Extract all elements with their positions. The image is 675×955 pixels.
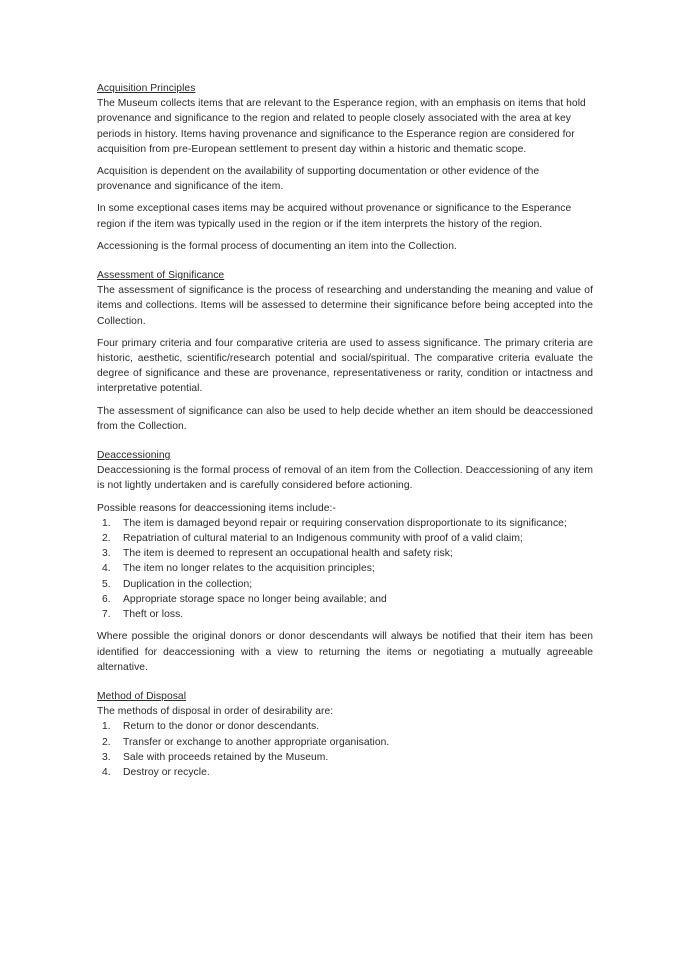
list-item [97,516,593,531]
disposal-section [97,689,593,780]
list-text: Theft or loss. [123,609,184,621]
deaccessioning-intro: Deaccessioning is the formal process of removal of an item from the Collection. Deaccessioning of any item is not lightly undertaken and is carefully considered before actioning. [97,465,593,492]
list-number: 6. [102,593,111,605]
acquisition-heading: Acquisition Principles [97,83,196,94]
acquisition-paragraph: Acquisition is dependent on the availability of supporting documentation or other evidence of the provenance and significance of the item. [97,166,540,193]
list-number: 4. [102,563,111,575]
list-item [97,546,593,561]
significance-paragraph: Four primary criteria and four comparative criteria are used to assess significance. The primary criteria are historic, aesthetic, scientific/research potential and social/spiritual. The comparative criteria evaluate the degree of significance and these are provenance, representativeness or rarity, condition or intactness and interpretative potential. [97,337,593,395]
deaccessioning-reasons-list [97,516,593,622]
disposal-heading: Method of Disposal [97,690,187,702]
list-text: Return to the donor or donor descendants. [123,721,320,733]
deaccessioning-heading: Deaccessioning [97,450,171,462]
disposal-methods-list [97,719,593,780]
significance-paragraph: The assessment of significance can also be used to help decide whether an item should be deaccessioned from the Collection. [97,405,593,432]
list-text: Repatriation of cultural material to an Indigenous community with proof of a valid claim; [123,533,523,545]
acquisition-paragraph: Accessioning is the formal process of documenting an item into the Collection. [97,240,457,252]
list-number: 2. [102,533,111,545]
list-number: 2. [102,736,111,748]
acquisition-paragraph: In some exceptional cases items may be acquired without provenance or significance to the Esperance region if the item was typically used in the region or if the item interprets the history of the region. [97,203,572,230]
list-number: 1. [102,517,111,529]
significance-section [97,268,593,434]
acquisition-paragraph: The Museum collects items that are relevant to the Esperance region, with an emphasis on items that hold provenance and significance to the region and related to people closely associated with the area at key periods in history. Items having provenance and significance to the Esperance region are considered for acquisition from pre-European settlement to present day within a historic and thematic scope. [97,98,586,155]
list-item [97,531,593,546]
list-number: 1. [102,721,111,733]
deaccessioning-section [97,448,593,675]
list-text: Transfer or exchange to another appropriate organisation. [123,736,390,748]
list-text: Appropriate storage space no longer being available; and [123,593,387,605]
list-item [97,592,593,607]
list-text: The item is damaged beyond repair or requiring conservation disproportionate to its significance; [123,517,567,529]
list-number: 7. [102,609,111,621]
disposal-intro: The methods of disposal in order of desirability are: [97,706,334,718]
document-page [97,81,593,787]
list-number: 4. [102,766,111,778]
acquisition-section [97,81,593,254]
list-number: 5. [102,578,111,590]
list-text: The item is deemed to represent an occupational health and safety risk; [123,548,453,560]
list-item [97,735,593,750]
list-item [97,577,593,592]
significance-heading: Assessment of Significance [97,270,225,282]
list-number: 3. [102,751,111,763]
list-text: The item no longer relates to the acquisition principles; [123,563,375,575]
list-item [97,607,593,622]
list-text: Destroy or recycle. [123,766,210,778]
list-item [97,750,593,765]
list-item [97,719,593,734]
deaccessioning-list-intro: Possible reasons for deaccessioning items include:- [97,502,336,514]
deaccessioning-closing: Where possible the original donors or donor descendants will always be notified that their item has been identified for deaccessioning with a view to returning the items or negotiating a mutually agreeable alternative. [97,631,593,673]
list-number: 3. [102,548,111,560]
significance-paragraph: The assessment of significance is the process of researching and understanding the meaning and value of items and collections. Items will be assessed to determine their significance before being accepted into the Collection. [97,285,593,327]
list-text: Sale with proceeds retained by the Museum. [123,751,329,763]
list-text: Duplication in the collection; [123,578,253,590]
list-item [97,561,593,576]
list-item [97,765,593,780]
